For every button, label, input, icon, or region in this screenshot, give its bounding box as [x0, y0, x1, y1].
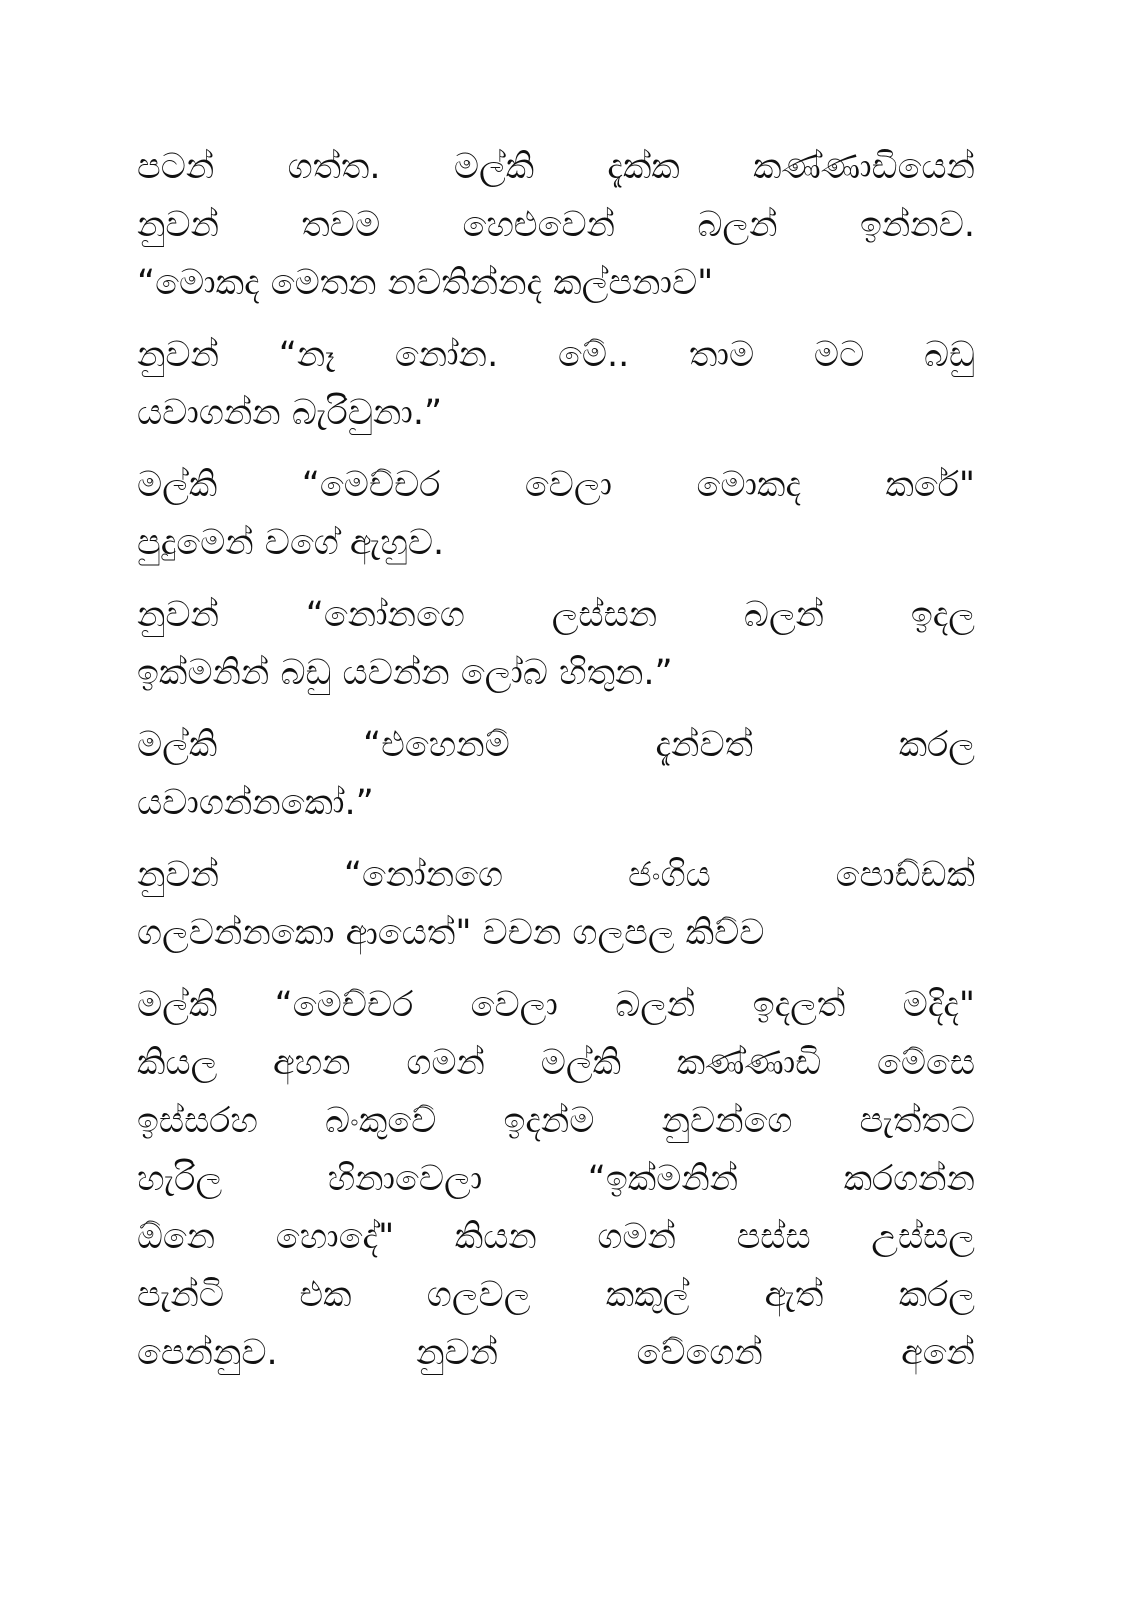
text-line: නුවන් “නෑ නෝන. මේ.. තාම මට බඩු: [137, 335, 975, 375]
text-line: ඉස්සරහ බංකුවේ ඉදන්ම නුවන්ගෙ පැත්තට: [137, 1101, 975, 1141]
paragraph-3: [137, 456, 975, 572]
paragraph-4: [137, 586, 975, 702]
text-line: හැරිල හිනාවෙලා “ඉක්මනින් කරගන්න: [137, 1159, 975, 1199]
text-line: පෙන්නුව. නුවන් වේගෙන් අනේ: [137, 1333, 975, 1373]
text-line: ඕනෙ හොදේ" කියන ගමන් පස්ස උස්සල: [137, 1217, 975, 1257]
paragraph-6: [137, 846, 975, 962]
text-line: නුවන් තවම හෙළුවෙන් බලන් ඉන්නව.: [137, 205, 975, 245]
text-line: මල්කි “එහෙනම් දැන්වත් කරල: [137, 725, 975, 765]
text-line: මල්කි “මෙච්චර වෙලා බලන් ඉදලත් මදිද": [137, 985, 975, 1025]
text-line: “මොකද මෙතන නවතින්නද කල්පනාව": [137, 263, 714, 303]
text-line: නුවන් “නෝනගෙ ජංගිය පොඩ්ඩක්: [137, 855, 975, 895]
text-line: නුවන් “නෝනගෙ ලස්සන බලන් ඉදල: [137, 595, 975, 635]
body-text: [137, 138, 975, 1396]
paragraph-7: [137, 976, 975, 1382]
paragraph-1: [137, 138, 975, 312]
paragraph-2: [137, 326, 975, 442]
text-line: පටන් ගත්ත. මල්කි දැක්ක කණ්ණාඩියෙන්: [137, 147, 975, 187]
text-line: ගලවන්නකො ආයෙත්" වචන ගලපල කිව්ව: [137, 913, 765, 953]
text-line: යවාගන්නකෝ.”: [137, 783, 374, 823]
text-line: කියල අහන ගමන් මල්කි කණ්ණාඩි මේසෙ: [137, 1043, 975, 1083]
text-line: ඉක්මනින් බඩු යවන්න ලෝබ හිතුන.”: [137, 653, 673, 693]
text-line: පැන්ටි එක ගලවල කකුල් ඇත් කරල: [137, 1275, 975, 1315]
text-line: පුදුමෙන් වගේ ඇහුව.: [137, 523, 445, 563]
text-line: යවාගන්න බැරිවුනා.”: [137, 393, 443, 433]
text-line: මල්කි “මෙච්චර වෙලා මොකද කරේ": [137, 465, 975, 505]
paragraph-5: [137, 716, 975, 832]
